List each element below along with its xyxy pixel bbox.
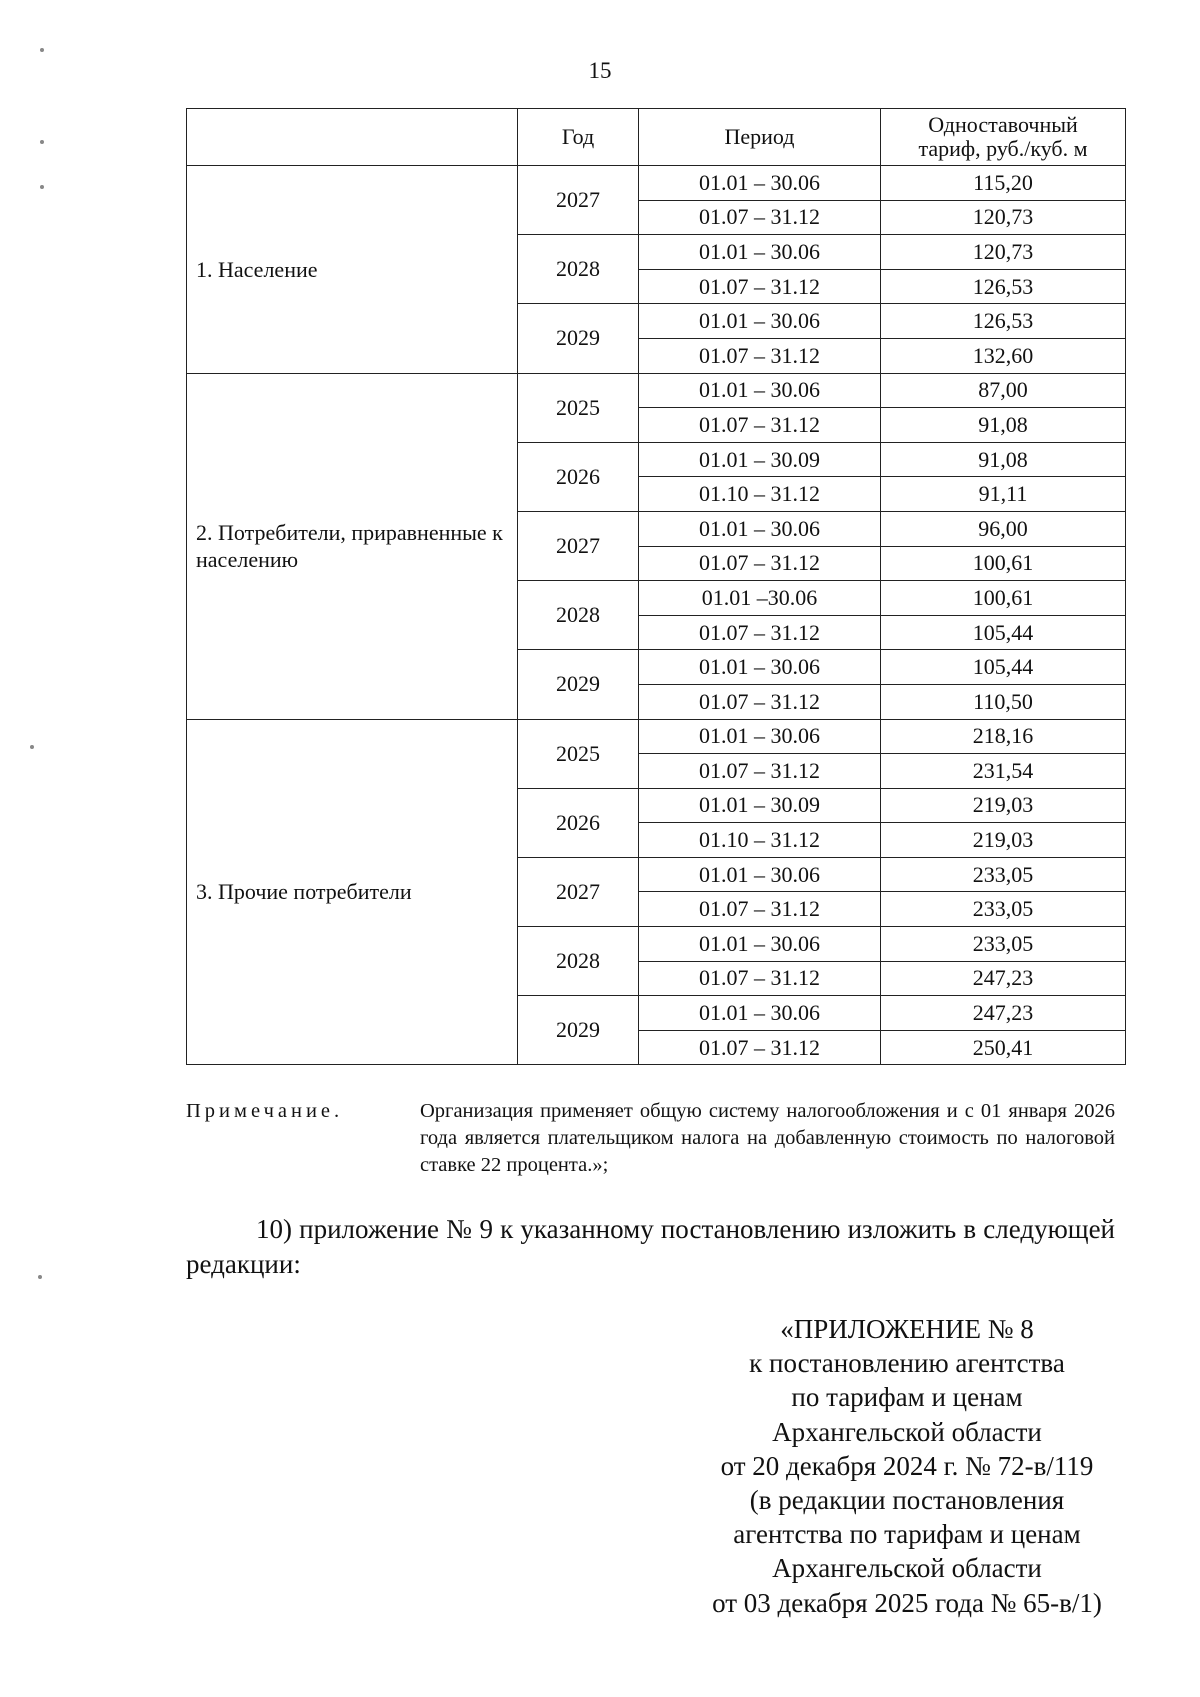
header-period: Период <box>639 109 881 166</box>
tariff-cell: 132,60 <box>881 338 1126 373</box>
category-cell: 3. Прочие потребители <box>187 719 518 1065</box>
year-cell: 2028 <box>518 235 639 304</box>
header-tariff-line1: Одноставочный <box>928 112 1078 137</box>
tariff-cell: 96,00 <box>881 511 1126 546</box>
year-cell: 2028 <box>518 581 639 650</box>
tariff-cell: 233,05 <box>881 927 1126 962</box>
appendix-line: агентства по тарифам и ценам <box>733 1519 1081 1550</box>
tariff-cell: 91,11 <box>881 477 1126 512</box>
table-row <box>187 166 1126 201</box>
period-cell: 01.07 – 31.12 <box>639 338 881 373</box>
table-header-row <box>187 109 1126 166</box>
tariff-cell: 120,73 <box>881 235 1126 270</box>
appendix-line: к постановлению агентства <box>749 1348 1065 1379</box>
year-cell: 2029 <box>518 650 639 719</box>
tariff-cell: 218,16 <box>881 719 1126 754</box>
period-cell: 01.01 – 30.06 <box>639 650 881 685</box>
appendix-line: «ПРИЛОЖЕНИЕ № 8 <box>780 1314 1034 1344</box>
period-cell: 01.01 –30.06 <box>639 581 881 616</box>
period-cell: 01.07 – 31.12 <box>639 754 881 789</box>
period-cell: 01.07 – 31.12 <box>639 1030 881 1065</box>
margin-mark <box>38 1275 42 1279</box>
year-cell: 2027 <box>518 166 639 235</box>
period-cell: 01.10 – 31.12 <box>639 823 881 858</box>
category-cell: 1. Население <box>187 166 518 374</box>
tariff-cell: 87,00 <box>881 373 1126 408</box>
year-cell: 2026 <box>518 442 639 511</box>
tariff-cell: 91,08 <box>881 442 1126 477</box>
note-label: Примечание. <box>186 1100 344 1122</box>
tariff-table-body <box>187 166 1126 1065</box>
year-cell: 2029 <box>518 996 639 1065</box>
tariff-cell: 100,61 <box>881 546 1126 581</box>
instruction-paragraph <box>186 1212 1115 1282</box>
appendix-heading <box>690 1312 1124 1620</box>
period-cell: 01.10 – 31.12 <box>639 477 881 512</box>
table-row <box>187 373 1126 408</box>
year-cell: 2025 <box>518 373 639 442</box>
table-row <box>187 719 1126 754</box>
period-cell: 01.01 – 30.06 <box>639 304 881 339</box>
period-cell: 01.01 – 30.06 <box>639 511 881 546</box>
margin-mark <box>40 48 44 52</box>
tariff-cell: 219,03 <box>881 823 1126 858</box>
tariff-cell: 126,53 <box>881 304 1126 339</box>
tariff-cell: 105,44 <box>881 650 1126 685</box>
tariff-cell: 110,50 <box>881 684 1126 719</box>
tariff-cell: 100,61 <box>881 581 1126 616</box>
appendix-line: по тарифам и ценам <box>791 1382 1023 1413</box>
instruction-text: 10) приложение № 9 к указанному постановлению изложить в следующей редакции: <box>186 1214 1115 1279</box>
tariff-table <box>186 108 1126 1065</box>
tariff-cell: 120,73 <box>881 200 1126 235</box>
year-cell: 2029 <box>518 304 639 373</box>
tariff-cell: 233,05 <box>881 857 1126 892</box>
period-cell: 01.07 – 31.12 <box>639 408 881 443</box>
tariff-cell: 115,20 <box>881 166 1126 201</box>
header-tariff-line2: тариф, руб./куб. м <box>918 136 1088 161</box>
tariff-cell: 250,41 <box>881 1030 1126 1065</box>
period-cell: 01.01 – 30.09 <box>639 788 881 823</box>
year-cell: 2028 <box>518 927 639 996</box>
tariff-cell: 233,05 <box>881 892 1126 927</box>
period-cell: 01.07 – 31.12 <box>639 961 881 996</box>
period-cell: 01.01 – 30.06 <box>639 927 881 962</box>
tariff-cell: 231,54 <box>881 754 1126 789</box>
period-cell: 01.07 – 31.12 <box>639 269 881 304</box>
appendix-line: от 20 декабря 2024 г. № 72-в/119 <box>720 1450 1094 1481</box>
period-cell: 01.01 – 30.06 <box>639 857 881 892</box>
appendix-line: (в редакции постановления <box>749 1485 1065 1516</box>
tariff-cell: 247,23 <box>881 996 1126 1031</box>
year-cell: 2026 <box>518 788 639 857</box>
tariff-cell: 105,44 <box>881 615 1126 650</box>
period-cell: 01.01 – 30.06 <box>639 235 881 270</box>
appendix-line: Архангельской области <box>772 1416 1042 1447</box>
appendix-line: от 03 декабря 2025 года № 65-в/1) <box>712 1587 1102 1618</box>
category-cell: 2. Потребители, приравненные к населению <box>187 373 518 719</box>
period-cell: 01.07 – 31.12 <box>639 892 881 927</box>
period-cell: 01.01 – 30.09 <box>639 442 881 477</box>
period-cell: 01.01 – 30.06 <box>639 166 881 201</box>
year-cell: 2025 <box>518 719 639 788</box>
header-tariff <box>881 109 1126 166</box>
period-cell: 01.01 – 30.06 <box>639 373 881 408</box>
header-year: Год <box>518 109 639 166</box>
note-text: Организация применяет общую систему налогообложения и с 01 января 2026 года является плательщиком налога на добавленную стоимость по налоговой ставке 22 процента.»; <box>420 1100 1115 1176</box>
page-number: 15 <box>588 58 612 83</box>
period-cell: 01.07 – 31.12 <box>639 200 881 235</box>
tariff-cell: 219,03 <box>881 788 1126 823</box>
period-cell: 01.07 – 31.12 <box>639 615 881 650</box>
period-cell: 01.07 – 31.12 <box>639 684 881 719</box>
period-cell: 01.01 – 30.06 <box>639 996 881 1031</box>
year-cell: 2027 <box>518 511 639 580</box>
year-cell: 2027 <box>518 857 639 926</box>
period-cell: 01.07 – 31.12 <box>639 546 881 581</box>
margin-mark <box>30 745 34 749</box>
tariff-cell: 91,08 <box>881 408 1126 443</box>
appendix-line: Архангельской области <box>772 1553 1042 1584</box>
margin-mark <box>40 185 44 189</box>
margin-mark <box>40 140 44 144</box>
period-cell: 01.01 – 30.06 <box>639 719 881 754</box>
tariff-cell: 247,23 <box>881 961 1126 996</box>
header-category <box>187 109 518 166</box>
tariff-cell: 126,53 <box>881 269 1126 304</box>
